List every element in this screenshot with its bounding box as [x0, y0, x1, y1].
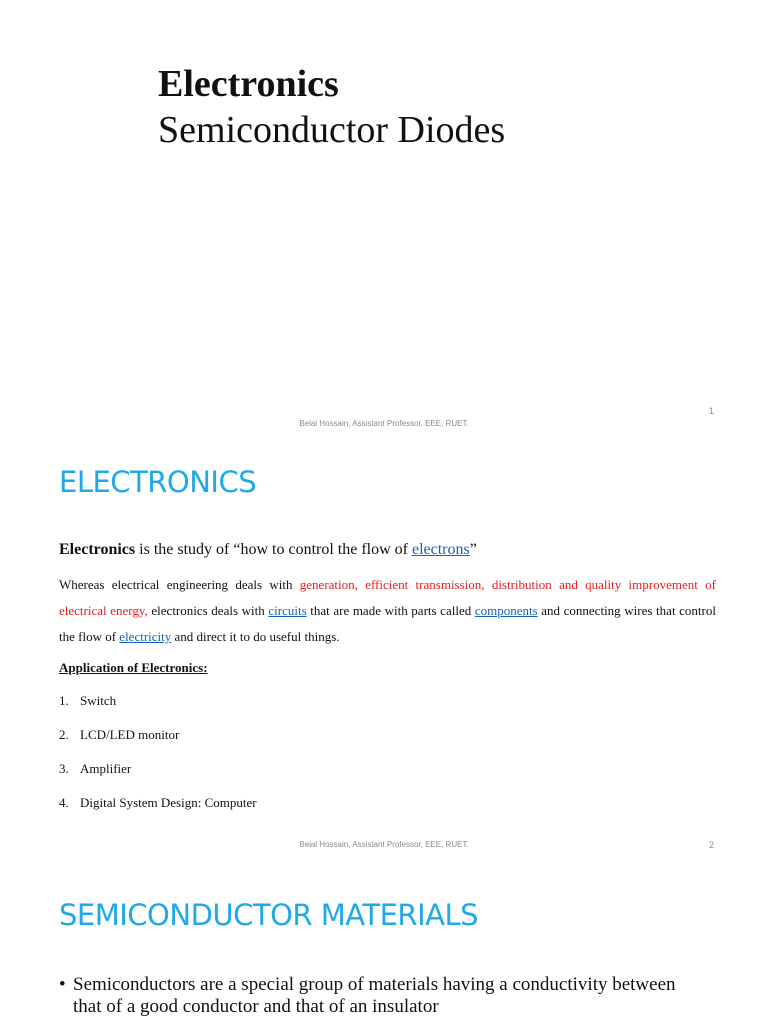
components-link[interactable]: components — [474, 603, 538, 618]
slide-footer: Belal Hossain, Assistant Professor, EEE, RUET. — [299, 419, 469, 428]
para-text: electronics deals with — [147, 603, 269, 618]
list-number: 4. — [59, 795, 69, 810]
intro-text: is the study of “how to control the flow of — [135, 541, 412, 558]
list-item — [59, 693, 257, 727]
list-number: 3. — [59, 761, 69, 776]
slide-title: Electronics — [158, 63, 339, 105]
bullet-text: Semiconductors are a special group of materials having a conductivity between that of a good conductor and that of an insulator — [73, 974, 676, 1017]
section-heading: SEMICONDUCTOR MATERIALS — [59, 898, 479, 932]
page-number: 1 — [708, 406, 714, 416]
para-text: Whereas electrical engineering deals with — [59, 577, 300, 592]
circuits-link[interactable]: circuits — [268, 603, 307, 618]
list-label: LCD/LED monitor — [80, 727, 180, 742]
bullet-point — [59, 974, 679, 1018]
list-number: 1. — [59, 693, 69, 708]
intro-quote-end: ” — [469, 541, 477, 558]
intro-term: Electronics — [59, 541, 136, 558]
list-label: Digital System Design: Computer — [80, 795, 257, 810]
list-item — [59, 761, 257, 795]
slide-footer: Belal Hossain, Assistant Professor, EEE, RUET. — [299, 840, 469, 849]
list-item — [59, 727, 257, 761]
intro-sentence — [59, 539, 477, 561]
para-text: and connecting wires that control the flow of — [59, 603, 716, 644]
section-heading: ELECTRONICS — [59, 465, 257, 499]
para-text: and direct it to do useful things. — [171, 629, 340, 644]
list-number: 2. — [59, 727, 69, 742]
slide-subtitle: Semiconductor Diodes — [158, 109, 506, 151]
list-label: Amplifier — [80, 761, 132, 776]
applications-list — [59, 693, 257, 829]
page-number: 2 — [708, 840, 714, 850]
list-item — [59, 795, 257, 829]
slide-3 — [0, 860, 768, 1024]
list-label: Switch — [80, 693, 117, 708]
electrons-link[interactable]: electrons — [411, 541, 470, 558]
slide-1 — [0, 0, 768, 440]
applications-heading: Application of Electronics: — [59, 660, 208, 675]
highlight-text: generation, efficient transmission, distribution and quality improvement of electrical energy, — [59, 577, 717, 618]
para-text: that are made with parts called — [306, 603, 475, 618]
electricity-link[interactable]: electricity — [119, 629, 172, 644]
body-paragraph — [59, 572, 716, 650]
bullet-icon: • — [59, 974, 66, 995]
slide-2 — [0, 440, 768, 860]
